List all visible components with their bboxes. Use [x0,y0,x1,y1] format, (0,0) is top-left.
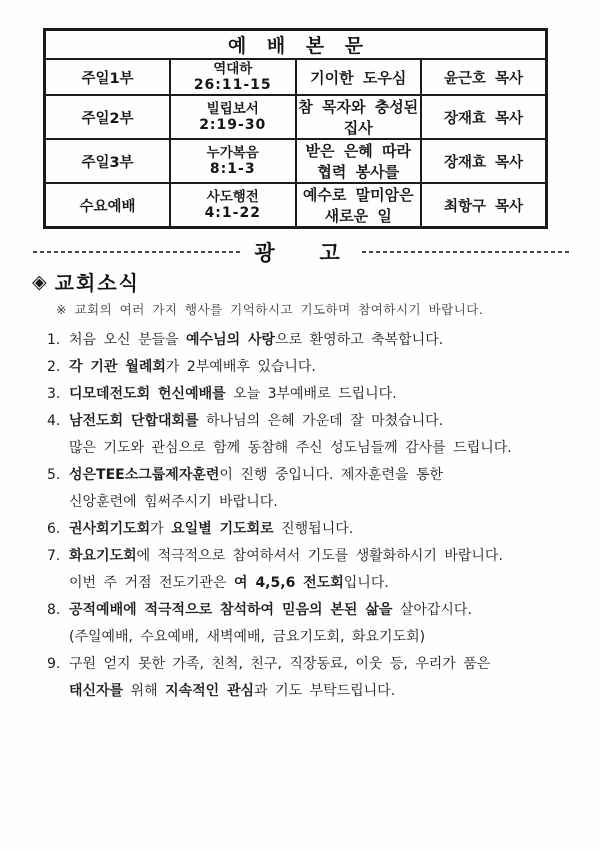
announcement-text-segment: 위해 [123,683,166,699]
service-cell: 주일3부 [45,139,171,183]
announcement-line [0,678,600,705]
announcement-text-segment: 이 진행 중입니다. 제자훈련을 통한 [219,467,443,483]
announcement-text-segment: 입니다. [343,575,389,591]
announcement-line [0,408,600,435]
announcement-number: 7. [47,548,61,564]
announcement-text-segment: 진행됩니다. [273,521,354,537]
sermon-title-cell: 참 목자와 충성된 집사 [296,95,422,139]
preacher-cell: 장재효 목사 [421,95,547,139]
announcement-line [0,435,600,462]
announcements-title: 광 고 [254,241,350,265]
church-news-note [56,300,600,318]
list-item [0,462,600,516]
scripture-verse: 8:1-3 [209,160,256,177]
sermon-title-cell: 받은 은혜 따라 협력 봉사를 [296,139,422,183]
note-text: 교회의 여러 가지 행사를 기억하시고 기도하며 참여하시기 바랍니다. [74,302,484,317]
announcement-number: 6. [47,521,61,537]
scripture-book: 누가복음 [206,144,259,161]
announcement-number: 8. [47,602,61,618]
announcement-line [0,624,600,651]
announcement-number: 3. [47,386,61,402]
announcement-text-segment: 예수님의 사랑 [186,332,276,348]
church-news-heading [32,267,600,296]
announcement-text-segment: 에 적극적으로 참여하셔서 기도를 생활화하시기 바랍니다. [136,548,503,564]
announcement-text-segment: 디모데전도회 헌신예배를 [69,386,226,402]
announcement-text-segment: 과 기도 부탁드립니다. [254,683,396,699]
announcement-text-segment: 남전도회 단합대회를 [69,413,199,429]
scripture-book: 빌립보서 [206,100,259,117]
announcement-line [0,489,600,516]
scripture-book: 사도행전 [206,188,259,205]
service-cell: 수요예배 [45,183,171,228]
announcement-line [0,597,600,624]
announcement-line [0,354,600,381]
scripture-verse: 2:19-30 [199,116,267,133]
announcement-line [0,570,600,597]
table-row [45,183,547,228]
announcement-text-segment: (주일예배, 수요예배, 새벽예배, 금요기도회, 화요기도회) [69,629,426,645]
announcement-number: 1. [47,332,61,348]
announcement-text-segment: 구원 얻지 못한 가족, 친척, 친구, 직장동료, 이웃 등, 우리가 품은 [69,656,491,672]
scripture-cell [170,59,296,95]
dashed-line-right [362,251,571,253]
announcement-text-segment: 하나님의 은혜 가운데 잘 마쳤습니다. [198,413,444,429]
preacher-cell: 최항구 목사 [421,183,547,228]
church-news-title: 교회소식 [54,271,140,295]
list-item [0,354,600,381]
scripture-cell [170,139,296,183]
announcement-line [0,516,600,543]
service-cell: 주일2부 [45,95,171,139]
dashed-line-left [33,251,242,253]
announcement-text-segment: 여 4,5,6 전도회 [234,575,344,591]
table-title-row [45,30,547,60]
announcement-text-segment: 각 기관 월례회 [69,359,166,375]
list-item [0,327,600,354]
announcement-text-segment: 태신자를 [69,683,124,699]
announcements-divider [33,240,571,264]
announcement-line [0,327,600,354]
list-item [0,597,600,651]
announcement-text-segment: 살아갑시다. [392,602,472,618]
announcement-text-segment: 이번 주 거점 전도기관은 [69,575,235,591]
announcement-text-segment: 신앙훈련에 힘써주시기 바랍니다. [69,494,278,510]
reference-mark-icon: ※ [56,302,67,317]
announcement-text-segment: 권사회기도회 [69,521,151,537]
announcement-text-segment: 지속적인 관심 [165,683,255,699]
table-row [45,59,547,95]
table-row [45,139,547,183]
announcement-line [0,381,600,408]
scripture-cell [170,183,296,228]
announcement-text-segment: 오늘 3부예배로 드립니다. [225,386,397,402]
announcement-line [0,462,600,489]
scripture-verse: 26:11-15 [193,76,272,93]
announcement-text-segment: 공적예배에 적극적으로 참석하여 믿음의 본된 삶을 [69,602,393,618]
scripture-cell [170,95,296,139]
announcement-text-segment: 많은 기도와 관심으로 함께 동참해 주신 성도님들께 감사를 드립니다. [69,440,512,456]
preacher-cell: 장재효 목사 [421,139,547,183]
worship-scripture-table [43,28,548,229]
list-item [0,651,600,705]
announcement-text-segment: 가 2부예배후 있습니다. [165,359,316,375]
sermon-title-cell: 예수로 말미암은 새로운 일 [296,183,422,228]
scripture-verse: 4:1-22 [204,204,261,221]
scripture-book: 역대하 [213,60,253,77]
diamond-bullet-icon: ◈ [32,270,47,293]
sermon-title-cell: 기이한 도우심 [296,59,422,95]
preacher-cell: 윤근호 목사 [421,59,547,95]
list-item [0,381,600,408]
list-item [0,516,600,543]
list-item [0,543,600,597]
table-row [45,95,547,139]
announcement-number: 9. [47,656,61,672]
announcement-number: 5. [47,467,61,483]
announcement-list [0,327,600,705]
announcement-text-segment: 성은TEE소그룹제자훈련 [69,467,220,483]
announcement-line [0,651,600,678]
announcement-number: 2. [47,359,61,375]
table-title: 예 배 본 문 [45,30,547,60]
announcement-text-segment: 처음 오신 분들을 [69,332,187,348]
announcement-text-segment: 화요기도회 [69,548,137,564]
announcement-text-segment: 요일별 기도회로 [171,521,274,537]
announcement-number: 4. [47,413,61,429]
announcement-line [0,543,600,570]
list-item [0,408,600,462]
announcement-text-segment: 가 [150,521,172,537]
worship-table-section [0,0,600,229]
service-cell: 주일1부 [45,59,171,95]
announcement-text-segment: 으로 환영하고 축복합니다. [275,332,444,348]
